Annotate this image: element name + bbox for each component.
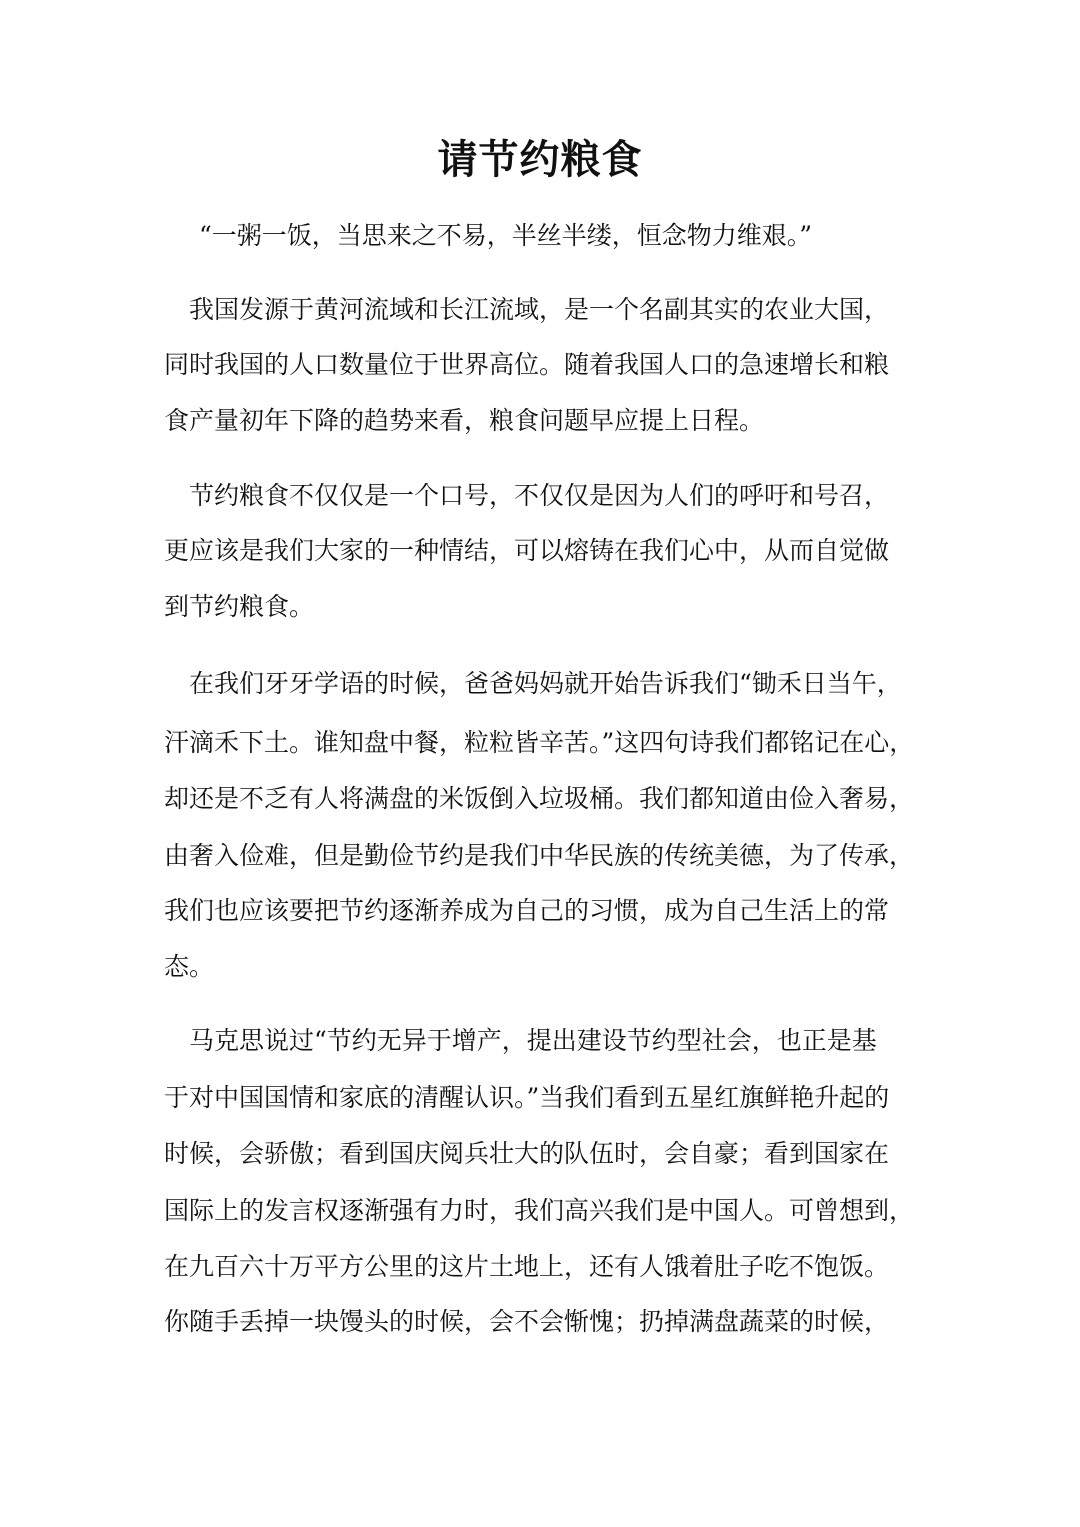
paragraph-line: 更应该是我们大家的一种情结，可以熔铸在我们心中，从而自觉做 [164, 536, 890, 565]
paragraph-line: 国际上的发言权逐渐强有力时，我们高兴我们是中国人。可曾想到， [164, 1196, 915, 1225]
paragraph-line: 你随手丢掉一块馒头的时候，会不会惭愧；扔掉满盘蔬菜的时候， [164, 1307, 890, 1336]
document-title: 请节约粮食 [437, 136, 643, 183]
paragraph-line: 食产量初年下降的趋势来看，粮食问题早应提上日程。 [164, 406, 765, 435]
paragraph-line: 同时我国的人口数量位于世界高位。随着我国人口的急速增长和粮 [164, 350, 890, 379]
paragraph-line: 我国发源于黄河流域和长江流域，是一个名副其实的农业大国， [189, 295, 890, 324]
paragraph-line: 在九百六十万平方公里的这片土地上，还有人饿着肚子吃不饱饭。 [164, 1252, 890, 1281]
paragraph-line: 汗滴禾下土。谁知盘中餐，粒粒皆辛苦。”这四句诗我们都铭记在心， [164, 728, 915, 757]
paragraph-line: 由奢入俭难，但是勤俭节约是我们中华民族的传统美德，为了传承， [164, 841, 915, 870]
paragraph-line: 在我们牙牙学语的时候，爸爸妈妈就开始告诉我们“锄禾日当午， [189, 669, 902, 698]
paragraph-line: 到节约粮食。 [164, 592, 315, 621]
paragraph-line: 时候，会骄傲；看到国庆阅兵壮大的队伍时，会自豪；看到国家在 [164, 1139, 890, 1168]
paragraph-line: 节约粮食不仅仅是一个口号，不仅仅是因为人们的呼吁和号召， [189, 481, 890, 510]
paragraph-line: 态。 [164, 952, 215, 981]
paragraph-line: 于对中国国情和家底的清醒认识。”当我们看到五星红旗鲜艳升起的 [164, 1083, 890, 1112]
paragraph-line: 我们也应该要把节约逐渐养成为自己的习惯，成为自己生活上的常 [164, 896, 890, 925]
opening-quote: “一粥一饭，当思来之不易，半丝半缕，恒念物力维艰。” [199, 221, 813, 250]
paragraph-line: 却还是不乏有人将满盘的米饭倒入垃圾桶。我们都知道由俭入奢易， [164, 784, 915, 813]
paragraph-line: 马克思说过“节约无异于增产，提出建设节约型社会，也正是基 [189, 1026, 877, 1055]
